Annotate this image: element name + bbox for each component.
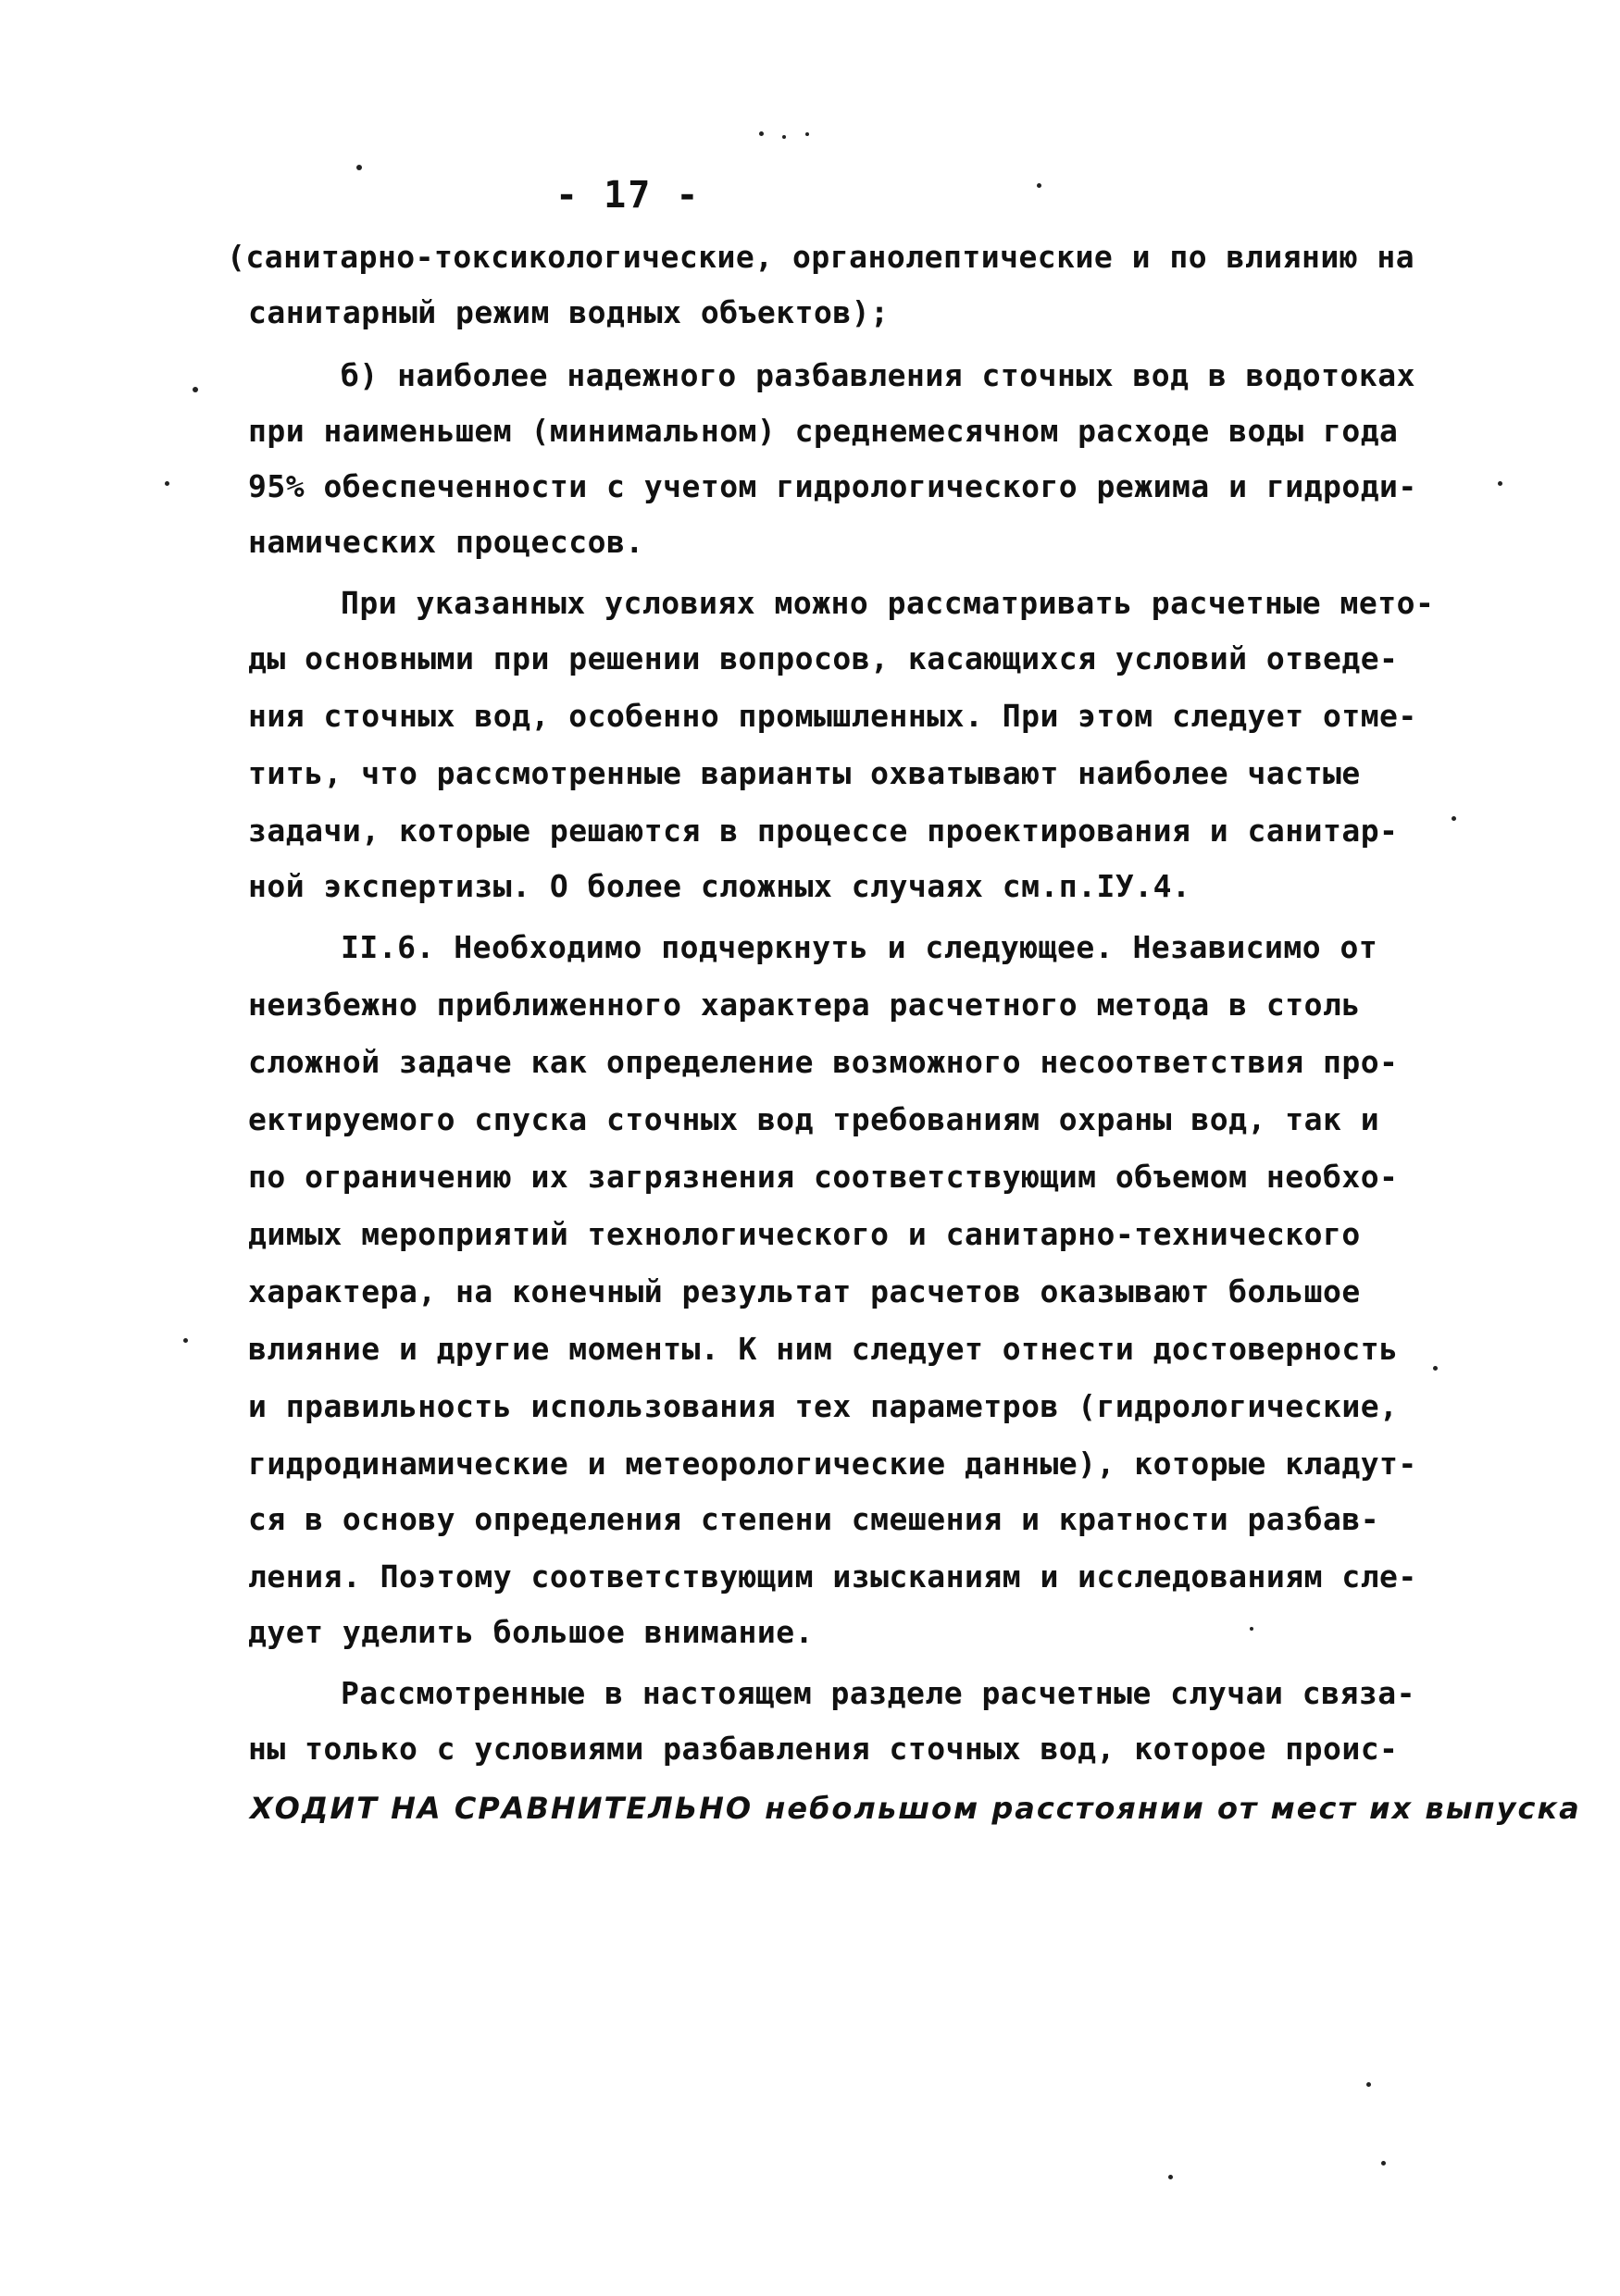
scan-speck: [1250, 1627, 1253, 1631]
text-line: ной экспертизы. О более сложных случаях см.п.IУ.4.: [248, 868, 1191, 904]
text-line: ления. Поэтому соответствующим изысканиям и исследованиям сле-: [248, 1558, 1417, 1595]
scan-speck: [193, 387, 198, 392]
scan-speck: [759, 131, 764, 136]
text-line: гидродинамические и метеорологические данные), которые кладут-: [248, 1446, 1417, 1482]
text-line: При указанных условиях можно рассматривать расчетные мето-: [341, 585, 1435, 621]
text-line: и правильность использования тех параметров (гидрологические,: [248, 1388, 1399, 1424]
scan-speck: [165, 481, 169, 486]
text-line: ектируемого спуска сточных вод требованиям охраны вод, так и: [248, 1101, 1380, 1137]
scan-speck: [183, 1338, 188, 1343]
text-line: (санитарно-токсикологические, органолептические и по влиянию на: [227, 239, 1415, 275]
handwritten-line: ХОДИТ НА СРАВНИТЕЛЬНО небольшом расстоянии от мест их выпуска: [250, 1791, 1581, 1826]
text-line: задачи, которые решаются в процессе проектирования и санитар-: [248, 813, 1399, 849]
text-line: характера, на конечный результат расчетов оказывают большое: [248, 1273, 1361, 1309]
text-line: при наименьшем (минимальном) среднемесячном расходе воды года: [248, 413, 1399, 449]
scan-speck: [1037, 183, 1041, 188]
text-line: неизбежно приближенного характера расчетного метода в столь: [248, 987, 1361, 1023]
text-line: сложной задаче как определение возможного несоответствия про-: [248, 1044, 1399, 1080]
text-line: тить, что рассмотренные варианты охватывают наиболее частые: [248, 755, 1361, 791]
text-line: димых мероприятий технологического и санитарно-технического: [248, 1216, 1361, 1252]
page-number: - 17 -: [555, 174, 701, 217]
text-line: влияние и другие моменты. К ним следует отнести достоверность: [248, 1331, 1399, 1367]
text-line: б) наиболее надежного разбавления сточных вод в водотоках: [341, 357, 1415, 393]
scan-speck: [1168, 2175, 1173, 2179]
scan-speck: [805, 132, 809, 136]
text-line: ния сточных вод, особенно промышленных. При этом следует отме-: [248, 698, 1417, 734]
scan-speck: [356, 165, 362, 170]
text-line: санитарный режим водных объектов);: [248, 294, 890, 330]
scan-speck: [1498, 481, 1502, 486]
text-line: ся в основу определения степени смешения и кратности разбав-: [248, 1501, 1380, 1537]
scan-speck: [1366, 2082, 1371, 2087]
text-line: по ограничению их загрязнения соответствующим объемом необхо-: [248, 1159, 1399, 1195]
text-line: Рассмотренные в настоящем разделе расчетные случаи связа-: [341, 1675, 1415, 1711]
scan-speck: [1381, 2161, 1386, 2166]
text-line: намических процессов.: [248, 524, 644, 560]
text-line: 95% обеспеченности с учетом гидрологического режима и гидроди-: [248, 468, 1417, 504]
scan-speck: [782, 135, 786, 139]
text-line: ды основными при решении вопросов, касающихся условий отведе-: [248, 640, 1399, 676]
scan-speck: [1433, 1366, 1438, 1371]
text-line: II.6. Необходимо подчеркнуть и следующее. Независимо от: [341, 929, 1378, 965]
text-line: дует уделить большое внимание.: [248, 1614, 815, 1650]
scan-speck: [1452, 816, 1456, 821]
text-line: ны только с условиями разбавления сточных вод, которое проис-: [248, 1731, 1399, 1767]
